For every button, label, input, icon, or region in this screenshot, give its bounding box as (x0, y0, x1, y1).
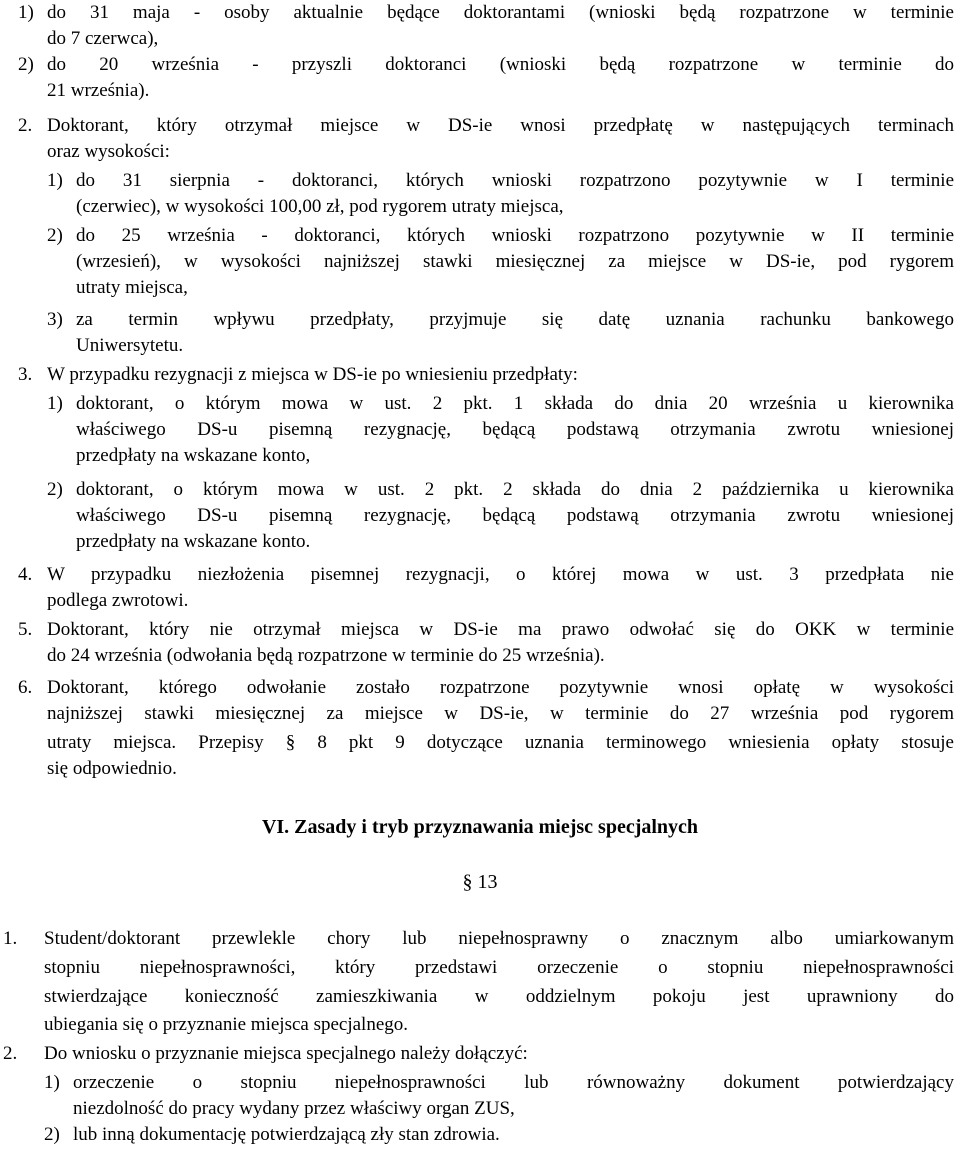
paragraph-number: 2. (3, 1043, 18, 1064)
text-line: Uniwersytetu. (76, 335, 184, 356)
list-marker: 1) (18, 2, 34, 23)
list-marker: 2) (47, 479, 63, 500)
list-marker: 2) (18, 54, 34, 75)
text-line: oraz wysokości: (47, 141, 170, 162)
paragraph-number: 5. (18, 619, 33, 640)
text-line: Doktorant, który otrzymał miejsce w DS-ie wnosi przedpłatę w następujących terminach (47, 115, 954, 136)
paragraph-number: 3. (18, 364, 33, 385)
list-marker: 2) (44, 1124, 60, 1145)
text-line: do 20 września - przyszli doktoranci (wnioski będą rozpatrzone w terminie do (47, 54, 954, 75)
text-line: doktorant, o którym mowa w ust. 2 pkt. 1 składa do dnia 20 września u kierownika (76, 393, 954, 414)
text-line: stopniu niepełnosprawności, który przedstawi orzeczenie o stopniu niepełnosprawności (44, 957, 954, 978)
text-line: do 31 maja - osoby aktualnie będące doktorantami (wnioski będą rozpatrzone w terminie (47, 2, 954, 23)
text-line: podlega zwrotowi. (47, 590, 189, 611)
text-line: się odpowiednio. (47, 758, 177, 779)
text-line: przedpłaty na wskazane konto, (76, 445, 311, 466)
text-line: niezdolność do pracy wydany przez właściwy organ ZUS, (73, 1098, 515, 1119)
text-line: utraty miejsca, (76, 277, 188, 298)
text-line: utraty miejsca. Przepisy § 8 pkt 9 dotyczące uznania terminowego wniesienia opłaty stosuje (47, 732, 954, 753)
text-line: stwierdzające konieczność zamieszkiwania w oddzielnym pokoju jest uprawniony do (44, 986, 954, 1007)
text-line: (czerwiec), w wysokości 100,00 zł, pod rygorem utraty miejsca, (76, 196, 564, 217)
text-line: najniższej stawki miesięcznej za miejsce w DS-ie, w terminie do 27 września pod rygorem (47, 703, 954, 724)
paragraph-number: 2. (18, 115, 33, 136)
text-line: lub inną dokumentację potwierdzającą zły stan zdrowia. (73, 1124, 500, 1145)
text-line: do 24 września (odwołania będą rozpatrzone w terminie do 25 września). (47, 645, 605, 666)
text-line: 21 września). (47, 80, 150, 101)
text-line: przedpłaty na wskazane konto. (76, 531, 311, 552)
text-line: za termin wpływu przedpłaty, przyjmuje się datę uznania rachunku bankowego (76, 309, 954, 330)
list-marker: 3) (47, 309, 63, 330)
text-line: Doktorant, którego odwołanie zostało rozpatrzone pozytywnie wnosi opłatę w wysokości (47, 677, 954, 698)
text-line: do 31 sierpnia - doktoranci, których wnioski rozpatrzono pozytywnie w I terminie (76, 170, 954, 191)
text-line: właściwego DS-u pisemną rezygnację, będącą podstawą otrzymania zwrotu wniesionej (76, 505, 954, 526)
text-line: do 7 czerwca), (47, 28, 159, 49)
text-line: W przypadku rezygnacji z miejsca w DS-ie po wniesieniu przedpłaty: (47, 364, 578, 385)
text-line: doktorant, o którym mowa w ust. 2 pkt. 2 składa do dnia 2 października u kierownika (76, 479, 954, 500)
list-marker: 1) (44, 1072, 60, 1093)
list-marker: 1) (47, 393, 63, 414)
text-line: (wrzesień), w wysokości najniższej stawki miesięcznej za miejsce w DS-ie, pod rygorem (76, 251, 954, 272)
text-line: Do wniosku o przyznanie miejsca specjalnego należy dołączyć: (44, 1043, 528, 1064)
list-marker: 2) (47, 225, 63, 246)
paragraph-sign: § 13 (462, 871, 498, 893)
text-line: do 25 września - doktoranci, których wnioski rozpatrzono pozytywnie w II terminie (76, 225, 954, 246)
section-heading: VI. Zasady i tryb przyznawania miejsc specjalnych (261, 816, 699, 838)
text-line: Doktorant, który nie otrzymał miejsca w DS-ie ma prawo odwołać się do OKK w terminie (47, 619, 954, 640)
list-marker: 1) (47, 170, 63, 191)
paragraph-number: 6. (18, 677, 33, 698)
text-line: W przypadku niezłożenia pisemnej rezygnacji, o której mowa w ust. 3 przedpłata nie (47, 564, 954, 585)
text-line: ubiegania się o przyznanie miejsca specjalnego. (44, 1014, 409, 1035)
paragraph-number: 4. (18, 564, 33, 585)
paragraph-number: 1. (3, 928, 18, 949)
text-line: właściwego DS-u pisemną rezygnację, będącą podstawą otrzymania zwrotu wniesionej (76, 419, 954, 440)
text-line: Student/doktorant przewlekle chory lub niepełnosprawny o znacznym albo umiarkowanym (44, 928, 954, 949)
text-line: orzeczenie o stopniu niepełnosprawności lub równoważny dokument potwierdzający (73, 1072, 954, 1093)
